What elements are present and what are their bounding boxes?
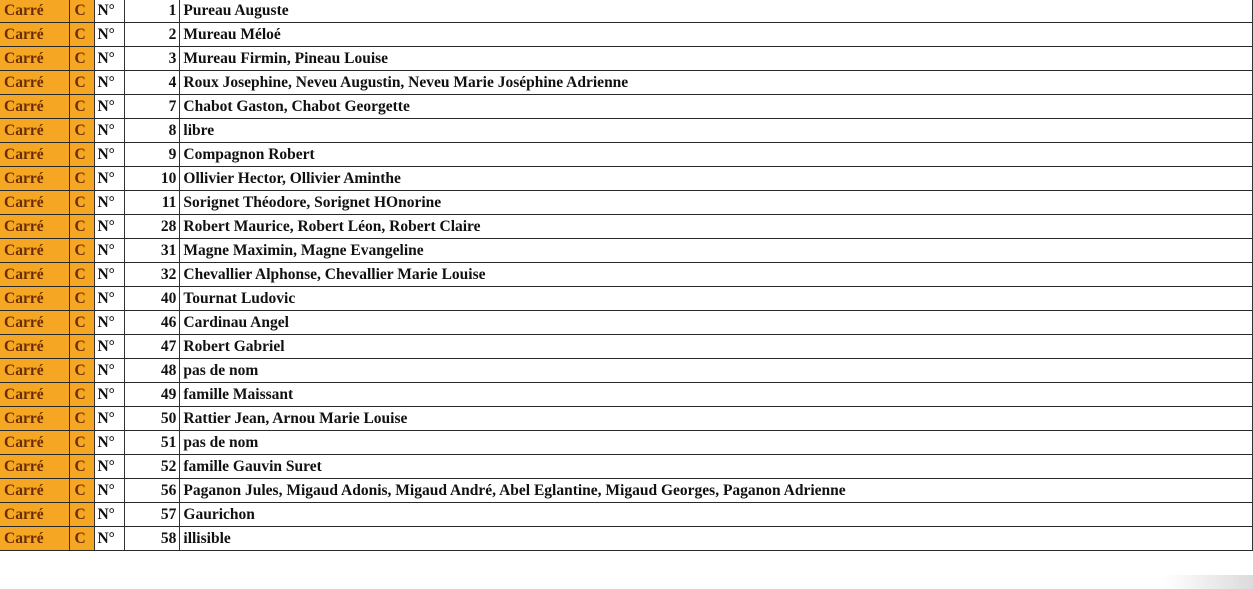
carre-label: Carré	[0, 191, 70, 215]
plot-number: 58	[125, 527, 180, 551]
buried-names: Roux Josephine, Neveu Augustin, Neveu Marie Joséphine Adrienne	[180, 71, 1253, 95]
carre-label: Carré	[0, 359, 70, 383]
buried-names: Gaurichon	[180, 503, 1253, 527]
section-letter: C	[70, 407, 95, 431]
number-label: N°	[95, 143, 125, 167]
section-letter: C	[70, 47, 95, 71]
number-label: N°	[95, 23, 125, 47]
section-letter: C	[70, 119, 95, 143]
section-letter: C	[70, 143, 95, 167]
table-row	[0, 359, 1253, 383]
carre-label: Carré	[0, 503, 70, 527]
table-row	[0, 95, 1253, 119]
number-label: N°	[95, 359, 125, 383]
table-row	[0, 311, 1253, 335]
buried-names: libre	[180, 119, 1253, 143]
plot-number: 4	[125, 71, 180, 95]
number-label: N°	[95, 239, 125, 263]
section-letter: C	[70, 503, 95, 527]
plot-number: 48	[125, 359, 180, 383]
plot-number: 40	[125, 287, 180, 311]
number-label: N°	[95, 407, 125, 431]
plot-number: 49	[125, 383, 180, 407]
table-row	[0, 119, 1253, 143]
buried-names: Pureau Auguste	[180, 0, 1253, 23]
number-label: N°	[95, 527, 125, 551]
table-row	[0, 0, 1253, 23]
section-letter: C	[70, 455, 95, 479]
number-label: N°	[95, 191, 125, 215]
table-row	[0, 47, 1253, 71]
plot-number: 31	[125, 239, 180, 263]
buried-names: pas de nom	[180, 359, 1253, 383]
buried-names: Rattier Jean, Arnou Marie Louise	[180, 407, 1253, 431]
plot-number: 10	[125, 167, 180, 191]
plot-number: 28	[125, 215, 180, 239]
carre-label: Carré	[0, 335, 70, 359]
buried-names: Chevallier Alphonse, Chevallier Marie Louise	[180, 263, 1253, 287]
number-label: N°	[95, 335, 125, 359]
buried-names: famille Gauvin Suret	[180, 455, 1253, 479]
section-letter: C	[70, 311, 95, 335]
carre-label: Carré	[0, 215, 70, 239]
number-label: N°	[95, 215, 125, 239]
number-label: N°	[95, 95, 125, 119]
plot-number: 46	[125, 311, 180, 335]
table-row	[0, 431, 1253, 455]
plot-number: 3	[125, 47, 180, 71]
section-letter: C	[70, 215, 95, 239]
table-row	[0, 215, 1253, 239]
number-label: N°	[95, 47, 125, 71]
buried-names: Robert Maurice, Robert Léon, Robert Claire	[180, 215, 1253, 239]
carre-label: Carré	[0, 167, 70, 191]
buried-names: Tournat Ludovic	[180, 287, 1253, 311]
buried-names: Magne Maximin, Magne Evangeline	[180, 239, 1253, 263]
buried-names: famille Maissant	[180, 383, 1253, 407]
number-label: N°	[95, 383, 125, 407]
number-label: N°	[95, 455, 125, 479]
section-letter: C	[70, 71, 95, 95]
carre-label: Carré	[0, 431, 70, 455]
carre-label: Carré	[0, 119, 70, 143]
carre-label: Carré	[0, 71, 70, 95]
section-letter: C	[70, 191, 95, 215]
number-label: N°	[95, 431, 125, 455]
table-row	[0, 407, 1253, 431]
carre-label: Carré	[0, 407, 70, 431]
buried-names: Mureau Firmin, Pineau Louise	[180, 47, 1253, 71]
table-row	[0, 143, 1253, 167]
plot-number: 50	[125, 407, 180, 431]
carre-label: Carré	[0, 479, 70, 503]
number-label: N°	[95, 119, 125, 143]
plot-number: 51	[125, 431, 180, 455]
section-letter: C	[70, 23, 95, 47]
section-letter: C	[70, 0, 95, 23]
buried-names: Chabot Gaston, Chabot Georgette	[180, 95, 1253, 119]
buried-names: Robert Gabriel	[180, 335, 1253, 359]
table-row	[0, 479, 1253, 503]
carre-label: Carré	[0, 287, 70, 311]
carre-label: Carré	[0, 143, 70, 167]
table-row	[0, 23, 1253, 47]
buried-names: Sorignet Théodore, Sorignet HOnorine	[180, 191, 1253, 215]
section-letter: C	[70, 479, 95, 503]
table-row	[0, 335, 1253, 359]
table-row	[0, 191, 1253, 215]
carre-label: Carré	[0, 383, 70, 407]
plot-number: 11	[125, 191, 180, 215]
buried-names: Mureau Méloé	[180, 23, 1253, 47]
plot-number: 1	[125, 0, 180, 23]
carre-label: Carré	[0, 263, 70, 287]
table-row	[0, 503, 1253, 527]
table-row	[0, 455, 1253, 479]
plot-number: 7	[125, 95, 180, 119]
section-letter: C	[70, 287, 95, 311]
section-letter: C	[70, 167, 95, 191]
table-row	[0, 263, 1253, 287]
section-letter: C	[70, 239, 95, 263]
carre-label: Carré	[0, 455, 70, 479]
carre-label: Carré	[0, 0, 70, 23]
section-letter: C	[70, 95, 95, 119]
number-label: N°	[95, 479, 125, 503]
number-label: N°	[95, 287, 125, 311]
section-letter: C	[70, 383, 95, 407]
plot-number: 2	[125, 23, 180, 47]
plot-number: 32	[125, 263, 180, 287]
table-row	[0, 239, 1253, 263]
table-row	[0, 527, 1253, 551]
number-label: N°	[95, 503, 125, 527]
number-label: N°	[95, 263, 125, 287]
carre-label: Carré	[0, 311, 70, 335]
section-letter: C	[70, 335, 95, 359]
section-letter: C	[70, 431, 95, 455]
buried-names: pas de nom	[180, 431, 1253, 455]
plot-number: 8	[125, 119, 180, 143]
plot-number: 47	[125, 335, 180, 359]
number-label: N°	[95, 71, 125, 95]
carre-label: Carré	[0, 95, 70, 119]
section-letter: C	[70, 527, 95, 551]
section-letter: C	[70, 263, 95, 287]
number-label: N°	[95, 167, 125, 191]
buried-names: illisible	[180, 527, 1253, 551]
buried-names: Paganon Jules, Migaud Adonis, Migaud André, Abel Eglantine, Migaud Georges, Paganon Adrienne	[180, 479, 1253, 503]
carre-label: Carré	[0, 23, 70, 47]
plot-number: 56	[125, 479, 180, 503]
scan-shadow	[1163, 575, 1253, 589]
table-row	[0, 383, 1253, 407]
plot-number: 52	[125, 455, 180, 479]
table-row	[0, 71, 1253, 95]
number-label: N°	[95, 0, 125, 23]
buried-names: Ollivier Hector, Ollivier Aminthe	[180, 167, 1253, 191]
buried-names: Cardinau Angel	[180, 311, 1253, 335]
section-letter: C	[70, 359, 95, 383]
table-row	[0, 167, 1253, 191]
plot-number: 57	[125, 503, 180, 527]
carre-label: Carré	[0, 47, 70, 71]
carre-label: Carré	[0, 239, 70, 263]
number-label: N°	[95, 311, 125, 335]
carre-label: Carré	[0, 527, 70, 551]
table-row	[0, 287, 1253, 311]
buried-names: Compagnon Robert	[180, 143, 1253, 167]
plot-number: 9	[125, 143, 180, 167]
